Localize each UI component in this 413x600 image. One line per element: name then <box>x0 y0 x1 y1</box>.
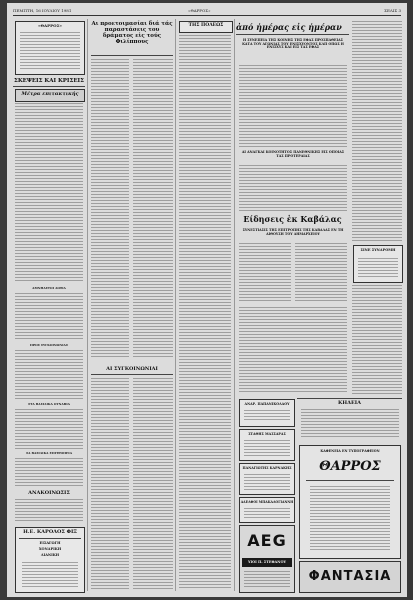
running-head <box>13 7 401 16</box>
running-head-page: ΣΕΛΙΣ 3 <box>384 8 401 13</box>
aeg-dealer: ΥΙΟΙ Π. ΣΤΕΦΑΝΟΥ <box>242 558 292 567</box>
lead-story-headline: Η ΣΥΝΕΠΕΙΑ ΤΗΣ ΚΟΙΝΗΣ ΤΗΣ ΕΦΑΣ ΠΡΟΣΠΑΘΕΙΑΣ ΚΑΤΑ ΤΟΥ ΑΓΩΝΙΑΣ ΤΟΥ ΕΝΙΣΧΥΟΝΤΟΣ ΚΛΠ ΟΠΩΣ Η ΕΝΙΣΧΥΣ ΚΑΙ ΕΙΣ ΤΑΣ ΕΦΑΣ <box>242 38 344 50</box>
right-column-ad <box>353 245 403 283</box>
subhead-4: ΣΑ ΒΑΣΙΛΙΚΑ ΕΠΙΤΡΟΠΕΙΑ <box>25 451 73 455</box>
col1-header-box <box>15 21 85 75</box>
subhead-1: ΑΜΝΗΑΣΤΟΙ ΔΟΞΙΑ <box>32 286 66 290</box>
karolos-fix-ad <box>15 527 85 593</box>
running-head-date: ΠΕΜΠΤΗ, 16 ΙΟΥΛΙΟΥ 1981 <box>13 8 72 13</box>
phantasia-ad <box>299 561 401 593</box>
phantasia-title: ΦΑΝΤΑΣΙΑ <box>308 569 392 584</box>
bakalogianni-ad-title: ΑΔΕΛΦΟΙ ΜΠΑΚΑΛΟΓΙΑΝΝΗ <box>240 500 294 504</box>
tharros-printing-ad <box>299 445 401 559</box>
editorial-title-box <box>15 89 85 102</box>
subhead-3: ΣΤΑ ΒΑΣΙΛΙΚΑ ΟΥΝΑΒΙΑ <box>28 402 70 406</box>
synkoinonies-heading: ΑΙ ΣΥΓΚΟΙΝΩΝΙΑΙ <box>106 366 158 372</box>
aeg-ad <box>239 525 295 593</box>
subhead-2: ΠΡΟΣ ΣΥΓΚΟΙΝΩΝΙΑΣ <box>30 343 68 347</box>
karolos-ad-line-2: ΧΟΝΔΡΙΚΗ <box>38 547 62 551</box>
running-head-title: «ΘΑΡΡΟΣ» <box>188 8 211 13</box>
kavala-news-subtitle: ΣΥΝΕΣΤΙΑΣΙΣ ΤΗΣ ΕΠΙΤΡΟΠΗΣ ΤΗΣ ΚΑΒΑΛΑΣ ΕΝ ΤΗ ΑΙΘΟΥΣΗ ΤΟΥ ΔΗΜΑΡΧΕΙΟΥ <box>242 228 344 236</box>
apo-imeras-masthead: ἀπό ἡμέρας εἰς ἡμέραν <box>236 22 342 32</box>
karnakis-ad <box>239 463 295 495</box>
newspaper-page <box>7 3 407 597</box>
kideia-title: ΚΗΔΕΙΑ <box>338 400 361 406</box>
tharros-ad-pretitle: ΚΑΦΕΝΕΙΑ ΕΝ ΤΥΠΟΓΡΑΦΕΙΟΝ <box>320 449 380 453</box>
papanikolaou-ad <box>239 399 295 427</box>
karolos-ad-title: Η.Ε. ΚΑΡΟΛΟΣ ΦΙΞ <box>23 529 77 535</box>
tharros-ad-title: ΘΑΡΡΟΣ <box>319 459 381 474</box>
section-title: ΣΚΕΨΕΙΣ ΚΑΙ ΚΡΙΣΕΙΣ <box>13 78 85 84</box>
tis-poleos-box <box>179 21 233 33</box>
second-story-headline: ΑΙ ΑΝΑΓΚΑΙ ΚΟΙΝΟΤΗΤΟΣ ΠΑΝΕΘΝΙΚΗΣ ΕΙΣ ΟΠΟΙΑΣ ΤΑΣ ΠΡΟΤΕΡΑΙΑΣ <box>241 150 345 158</box>
philippi-headline: Αι προετοιμασίαι διά τάς παραστάσεις του δράματος εἰς τούς Φιλίππους <box>91 21 173 46</box>
karnakis-ad-title: ΠΑΝΑΓΙΩΤΗΣ ΚΑΡΝΑΚΗΣ <box>242 466 292 470</box>
kavala-news-title: Είδησεις ἐκ Καβάλας <box>243 214 342 224</box>
papanikolaou-ad-title: ΑΝΑΡ. ΠΑΠΑΝΙΚΟΛΑΟΥ <box>244 402 290 406</box>
col1-box-title: «ΘΑΡΡΟΣ» <box>38 23 62 28</box>
tis-poleos-title: ΤΗΣ ΠΟΛΕΩΣ <box>188 23 224 28</box>
notice-title: ΑΝΑΚΟΙΝΩΣΙΣ <box>28 490 70 496</box>
aeg-logo: AEG <box>247 531 287 550</box>
right-column-ad-title: ΣΙΝΕ ΣΥΝΔΡΟΜΗ <box>360 248 396 252</box>
karolos-ad-line-1: ΕΙΣΑΓΩΓΗ <box>39 541 61 545</box>
editorial-title: Μέτρα επιτακτικής <box>21 91 79 97</box>
bakalogianni-ad <box>239 497 295 523</box>
massaras-ad <box>239 429 295 461</box>
massaras-ad-title: ΣΤΑΘΗΣ ΜΑΣΣΑΡΑΣ <box>248 432 286 436</box>
karolos-ad-line-3: ΛΙΑΝΙΚΗ <box>40 553 60 557</box>
